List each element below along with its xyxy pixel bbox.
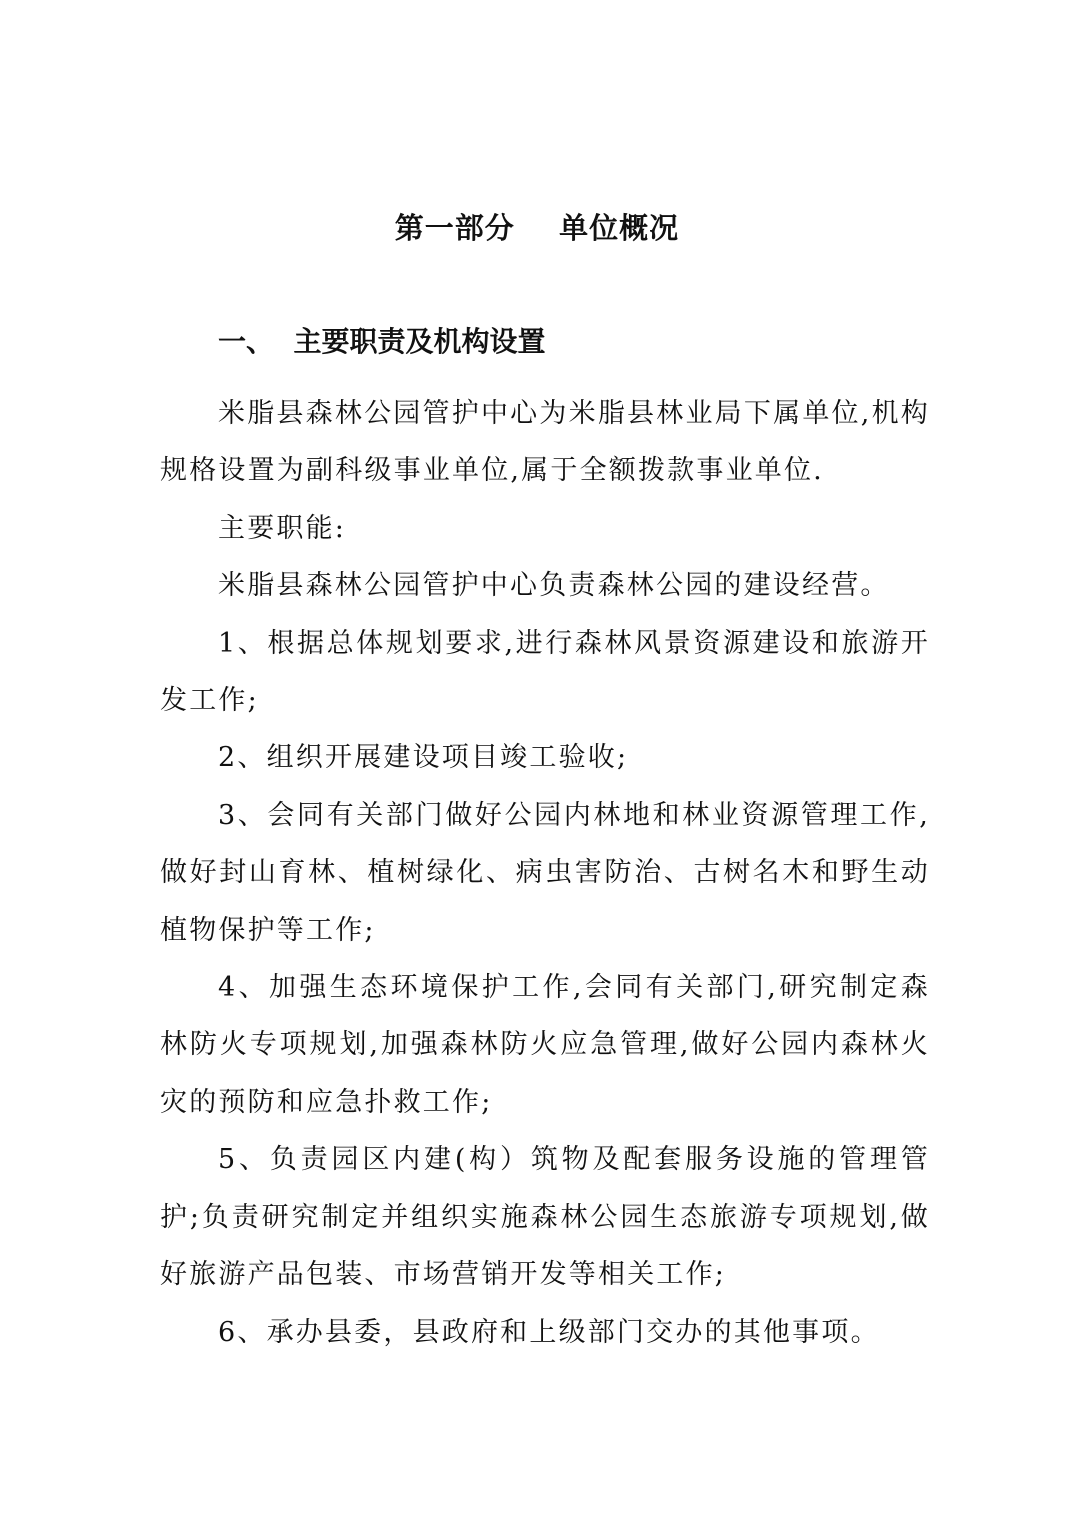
document-body xyxy=(160,385,930,1361)
part-title: 第一部分 单位概况 xyxy=(394,211,680,245)
paragraph-item-3: 3、会同有关部门做好公园内林地和林业资源管理工作,做好封山育林、植树绿化、病虫害防治、古树名木和野生动植物保护等工作; xyxy=(160,799,930,946)
paragraph-item-5: 5、负责园区内建(构）筑物及配套服务设施的管理管护;负责研究制定并组织实施森林公园生态旅游专项规划,做好旅游产品包装、市场营销开发等相关工作; xyxy=(160,1144,930,1291)
paragraph-item-6: 6、承办县委，县政府和上级部门交办的其他事项。 xyxy=(218,1316,880,1348)
section-title: 一、 主要职责及机构设置 xyxy=(218,325,546,358)
paragraph-item-2: 2、组织开展建设项目竣工验收; xyxy=(218,742,629,774)
paragraph-item-1: 1、根据总体规划要求,进行森林风景资源建设和旅游开发工作; xyxy=(160,627,930,717)
paragraph-item-4: 4、加强生态环境保护工作,会同有关部门,研究制定森林防火专项规划,加强森林防火应急管理,做好公园内森林火灾的预防和应急扑救工作; xyxy=(160,972,930,1118)
paragraph-overview: 米脂县森林公园管护中心为米脂县林业局下属单位,机构规格设置为副科级事业单位,属于全额拨款事业单位. xyxy=(160,398,930,487)
paragraph-responsibility: 米脂县森林公园管护中心负责森林公园的建设经营。 xyxy=(218,570,890,602)
paragraph-main-functions-label: 主要职能: xyxy=(218,512,347,544)
